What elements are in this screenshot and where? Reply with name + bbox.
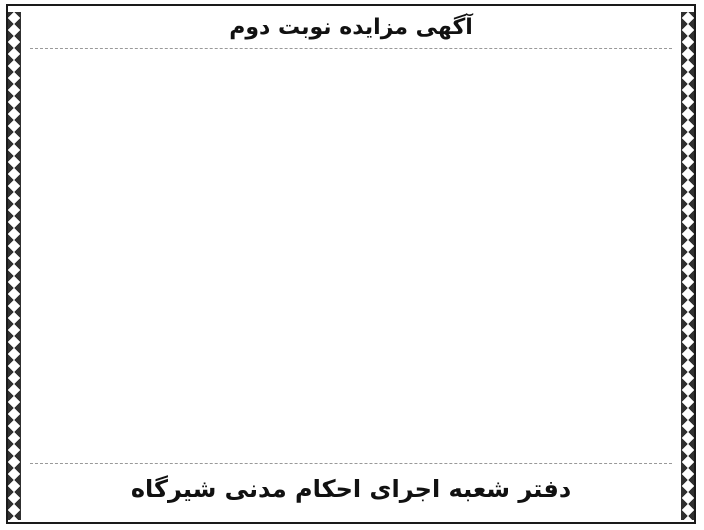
notice-body <box>30 48 672 464</box>
notice-content <box>30 14 672 514</box>
notice-frame <box>6 4 696 524</box>
decorative-border-right <box>681 12 694 520</box>
decorative-border-left <box>8 12 21 520</box>
notice-title: آگهی مزایده نوبت دوم <box>229 15 473 40</box>
notice-signature: دفتر شعبه اجرای احکام مدنی شیرگاه <box>130 475 572 503</box>
